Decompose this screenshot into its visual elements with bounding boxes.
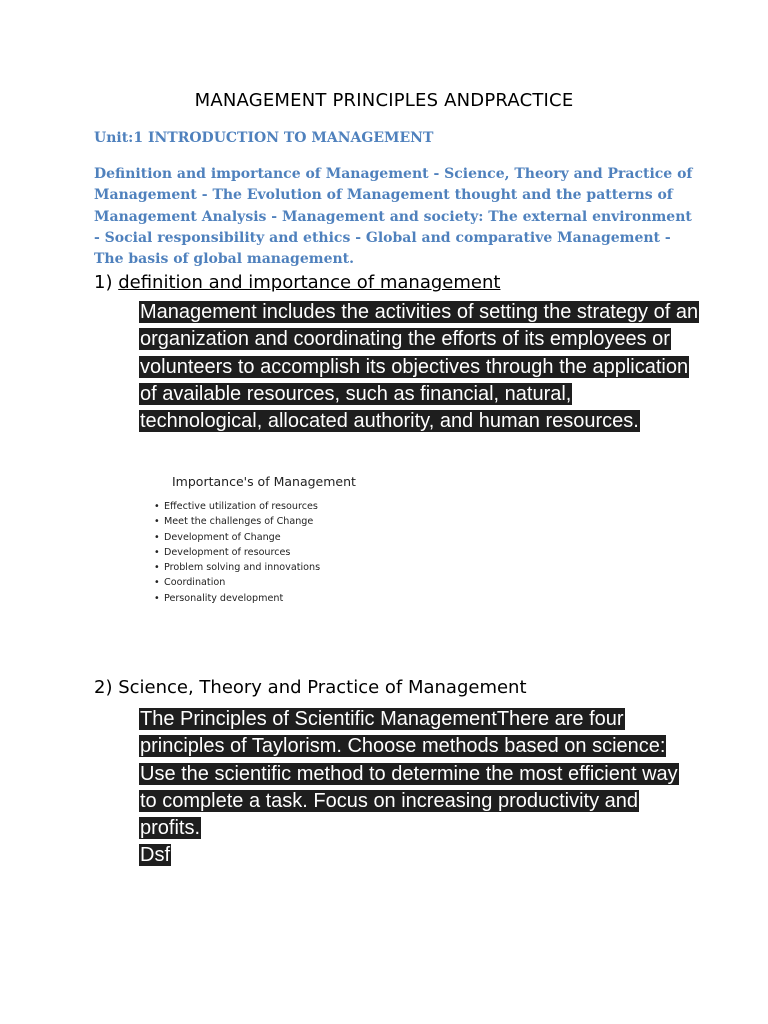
list-item-label: Meet the challenges of Change xyxy=(164,516,314,528)
section-1-highlighted-text: Management includes the activities of setting the strategy of an organization and coordinating the efforts of its employees or volunteers to accomplish its objectives through the application of available resources, such as financial, natural, technological, allocated authority, and human resources. xyxy=(140,301,699,433)
list-item-label: Personality development xyxy=(164,592,284,604)
section-2-body xyxy=(139,706,699,870)
document-title: MANAGEMENT PRINCIPLES ANDPRACTICE xyxy=(194,90,574,111)
figure-list xyxy=(152,499,372,606)
section-1-title: definition and importance of management xyxy=(118,272,501,293)
bullet-icon: • xyxy=(154,562,160,574)
section-1-heading xyxy=(94,272,500,293)
list-item xyxy=(154,575,372,590)
bullet-icon: • xyxy=(154,577,160,589)
bullet-icon: • xyxy=(154,531,160,543)
bullet-icon: • xyxy=(154,592,160,604)
section-1-number: 1) xyxy=(94,272,119,293)
list-item-label: Development of resources xyxy=(164,546,291,558)
bullet-icon: • xyxy=(154,516,160,528)
list-item xyxy=(154,530,372,545)
list-item-label: Problem solving and innovations xyxy=(164,562,321,574)
section-2-extra-line: Dsf xyxy=(140,844,170,867)
list-item xyxy=(154,560,372,575)
syllabus-paragraph: Definition and importance of Management - Science, Theory and Practice of Management - The Evolution of Management thought and the patterns of Management Analysis - Management and society: The external environment - Social responsibility and ethics - Global and comparative Management - The basis of global management. xyxy=(94,166,693,268)
list-item-label: Coordination xyxy=(164,577,226,589)
section-2-heading: 2) Science, Theory and Practice of Management xyxy=(94,677,527,698)
list-item xyxy=(154,514,372,529)
figure-title: Importance's of Management xyxy=(172,474,356,489)
list-item xyxy=(154,591,372,606)
importance-figure xyxy=(152,474,372,606)
list-item xyxy=(154,499,372,514)
section-2-highlighted-text: The Principles of Scientific ManagementThere are four principles of Taylorism. Choose methods based on science: Use the scientific method to determine the most efficient way to complete a task. Focus on increasing productivity and profits. xyxy=(140,708,678,840)
unit-heading: Unit:1 INTRODUCTION TO MANAGEMENT xyxy=(94,130,434,146)
bullet-icon: • xyxy=(154,501,160,512)
list-item-label: Effective utilization of resources xyxy=(164,501,318,512)
list-item xyxy=(154,545,372,560)
section-1-body xyxy=(139,299,699,435)
list-item-label: Development of Change xyxy=(164,531,281,543)
bullet-icon: • xyxy=(154,546,160,558)
